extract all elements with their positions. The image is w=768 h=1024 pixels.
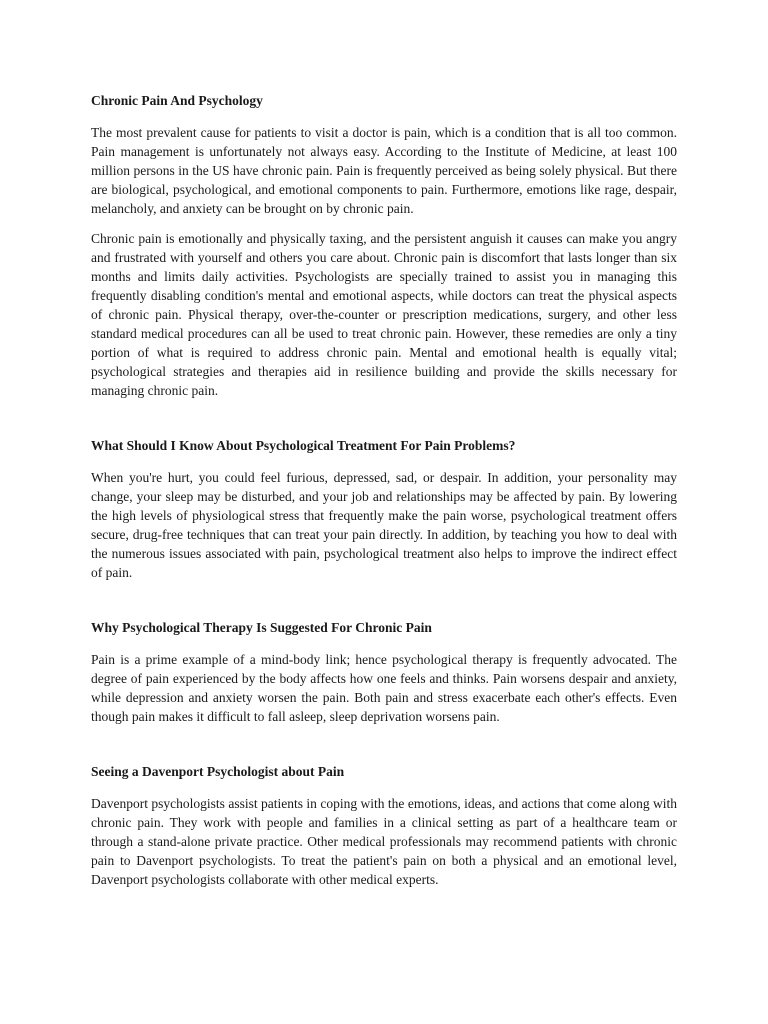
section-chronic-pain-and-psychology [91, 92, 677, 400]
section-heading: Chronic Pain And Psychology [91, 93, 263, 108]
section-spacer [91, 737, 677, 763]
paragraph: Davenport psychologists assist patients in coping with the emotions, ideas, and actions that come along with chronic pain. They work with people and families in a clinical setting as part of a healthcare team or through a stand-alone private practice. Other medical professionals may recommend patients with chronic pain to Davenport psychologists. To treat the patient's pain on both a physical and an emotional level, Davenport psychologists collaborate with other medical experts. [91, 796, 677, 887]
section-heading: What Should I Know About Psychological Treatment For Pain Problems? [91, 438, 516, 453]
paragraph: The most prevalent cause for patients to visit a doctor is pain, which is a condition that is all too common. Pain management is unfortunately not always easy. According to the Institute of Medicine, at least 100 million persons in the US have chronic pain. Pain is frequently perceived as being solely physical. But there are biological, psychological, and emotional components to pain. Furthermore, emotions like rage, despair, melancholy, and anxiety can be brought on by chronic pain. [91, 125, 677, 216]
section-psychological-treatment [91, 437, 677, 582]
document-page [91, 92, 677, 900]
section-spacer [91, 593, 677, 619]
paragraph: Pain is a prime example of a mind-body link; hence psychological therapy is frequently advocated. The degree of pain experienced by the body affects how one feels and thinks. Pain worsens despair and anxiety, while depression and anxiety worsen the pain. Both pain and stress exacerbate each other's effects. Even though pain makes it difficult to fall asleep, sleep deprivation worsens pain. [91, 652, 677, 724]
section-davenport-psychologist [91, 763, 677, 889]
paragraph: Chronic pain is emotionally and physically taxing, and the persistent anguish it causes can make you angry and frustrated with yourself and others you care about. Chronic pain is discomfort that lasts longer than six months and limits daily activities. Psychologists are specially trained to assist you in managing this frequently disabling condition's mental and emotional aspects, while doctors can treat the physical aspects of chronic pain. Physical therapy, over-the-counter or prescription medications, surgery, and other less standard medical procedures can all be used to treat chronic pain. However, these remedies are only a tiny portion of what is required to address chronic pain. Mental and emotional health is equally vital; psychological strategies and therapies aid in resilience building and provide the skills necessary for managing chronic pain. [91, 231, 677, 398]
section-heading: Why Psychological Therapy Is Suggested For Chronic Pain [91, 620, 432, 635]
section-why-psychological-therapy [91, 619, 677, 726]
section-spacer [91, 411, 677, 437]
paragraph: When you're hurt, you could feel furious, depressed, sad, or despair. In addition, your personality may change, your sleep may be disturbed, and your job and relationships may be affected by pain. By lowering the high levels of physiological stress that frequently make the pain worse, psychological treatment offers secure, drug-free techniques that can treat your pain directly. In addition, by teaching you how to deal with the numerous issues associated with pain, psychological treatment also helps to improve the indirect effect of pain. [91, 470, 677, 580]
section-heading: Seeing a Davenport Psychologist about Pain [91, 764, 345, 779]
